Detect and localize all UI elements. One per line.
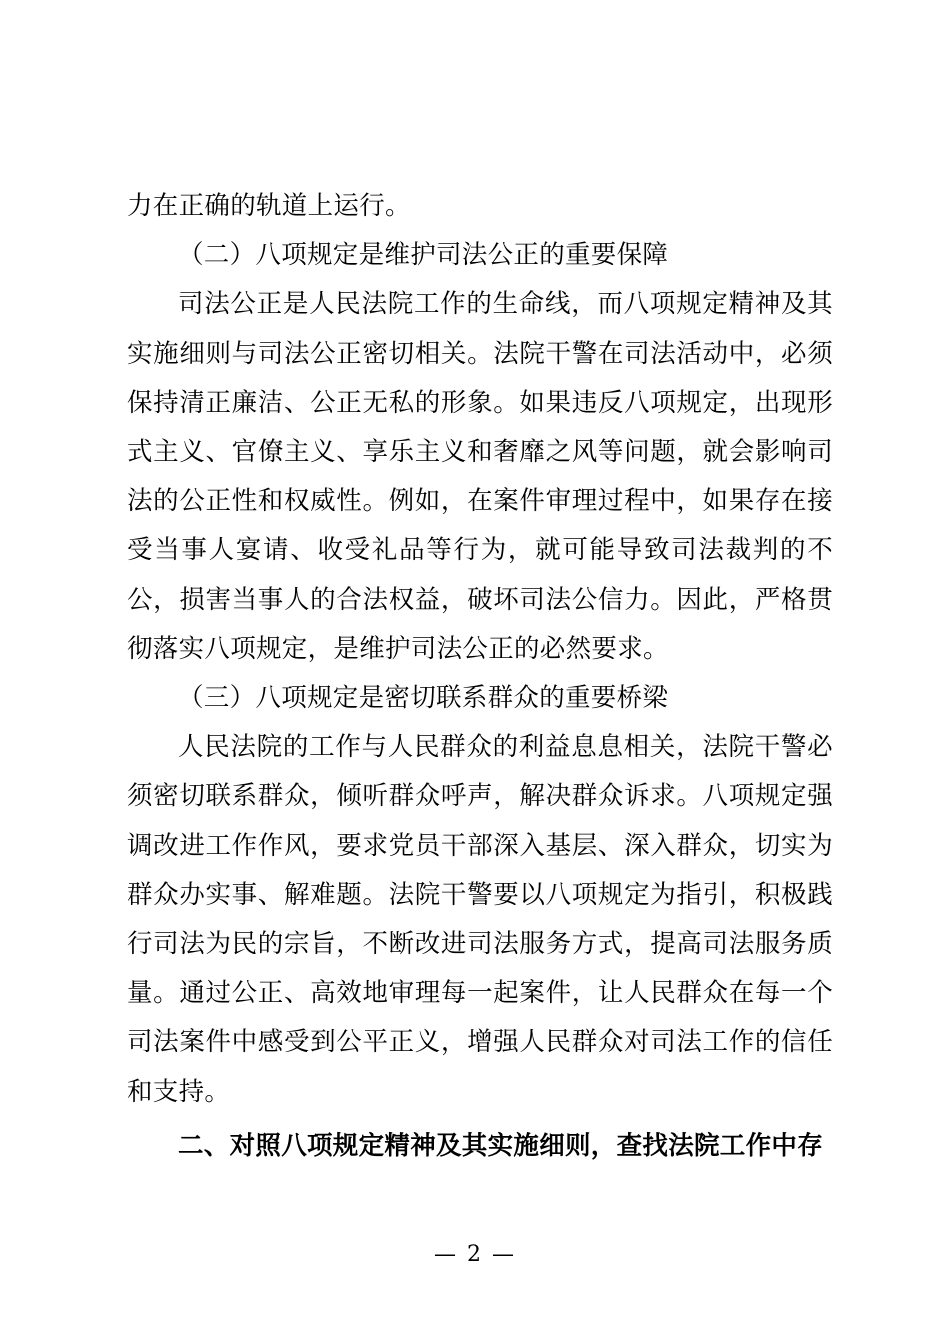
- section-heading-2: （二）八项规定是维护司法公正的重要保障: [178, 240, 669, 271]
- paragraph-connect-masses: 人民法院的工作与人民群众的利益息息相关，法院干警必须密切联系群众，倾听群众呼声，解决群众诉求。八项规定强调改进工作作风，要求党员干部深入基层、深入群众，切实为群众办实事、解难题。法院干警要以八项规定为指引，积极践行司法为民的宗旨，不断改进司法服务方式，提高司法服务质量。通过公正、高效地审理每一起案件，让人民群众在每一个司法案件中感受到公平正义，增强人民群众对司法工作的信任和支持。: [127, 732, 833, 1107]
- document-body: [127, 182, 833, 1171]
- chapter-heading-2: 二、对照八项规定精神及其实施细则，查找法院工作中存: [178, 1130, 824, 1161]
- page-number: — 2 —: [434, 1242, 516, 1267]
- section-heading-3: （三）八项规定是密切联系群众的重要桥梁: [178, 683, 669, 714]
- paragraph-continuation: 力在正确的轨道上运行。: [127, 191, 411, 221]
- paragraph-judicial-fairness: 司法公正是人民法院工作的生命线，而八项规定精神及其实施细则与司法公正密切相关。法院干警在司法活动中，必须保持清正廉洁、公正无私的形象。如果违反八项规定，出现形式主义、官僚主义、享乐主义和奢靡之风等问题，就会影响司法的公正性和权威性。例如，在案件审理过程中，如果存在接受当事人宴请、收受礼品等行为，就可能导致司法裁判的不公，损害当事人的合法权益，破坏司法公信力。因此，严格贯彻落实八项规定，是维护司法公正的必然要求。: [127, 289, 833, 664]
